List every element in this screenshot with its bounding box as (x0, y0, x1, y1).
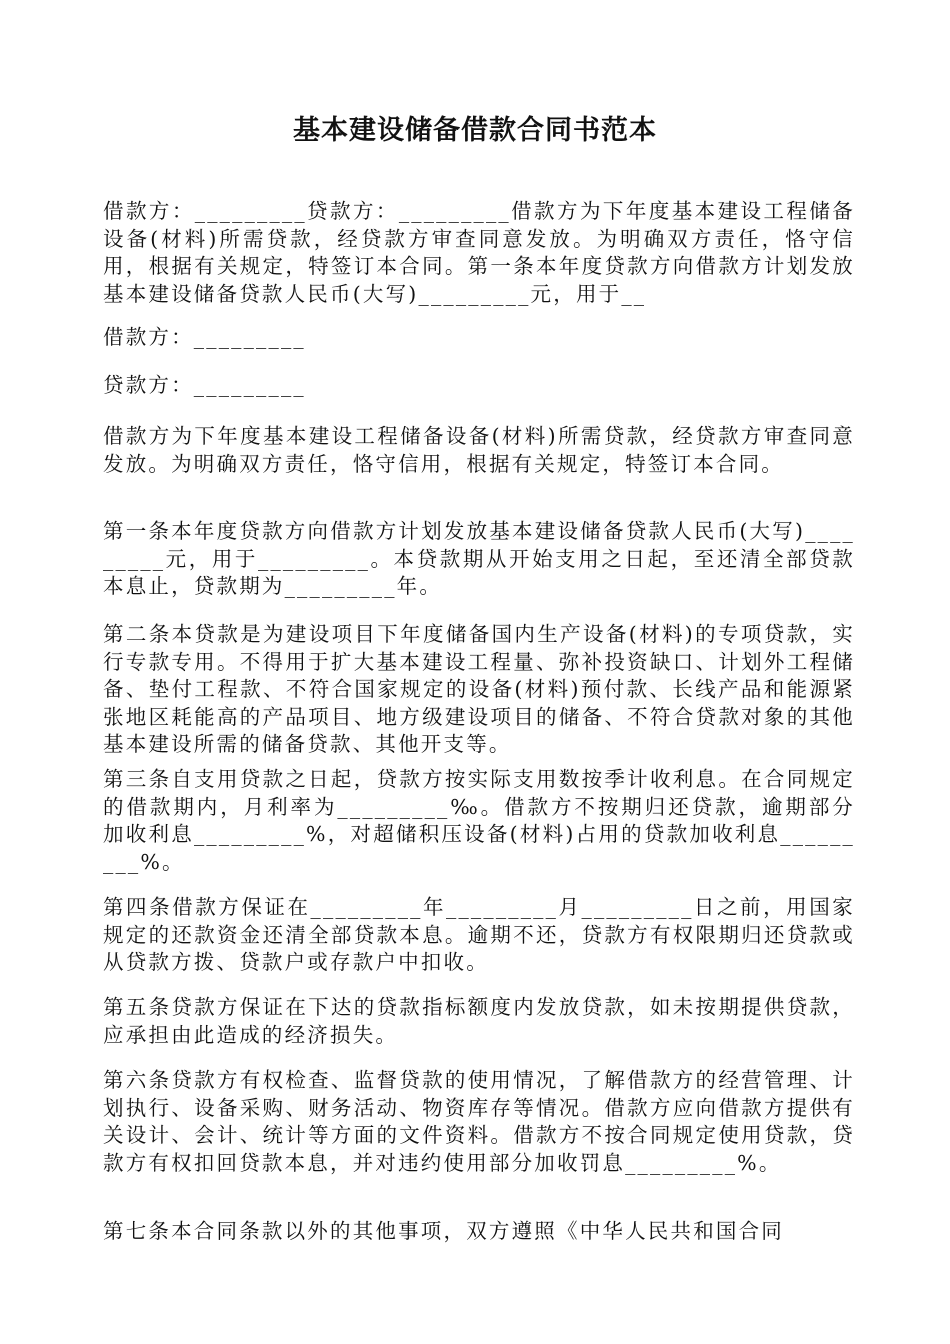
paragraph-article-4: 第四条借款方保证在_________年_________月_________日之前，用国家规定的还款资金还清全部贷款本息。逾期不还，贷款方有权限期归还贷款或从贷款方拨、贷款户或存款户中扣收。 (103, 895, 855, 974)
paragraph-article-2: 第二条本贷款是为建设项目下年度储备国内生产设备(材料)的专项贷款，实行专款专用。不得用于扩大基本建设工程量、弥补投资缺口、计划外工程储备、垫付工程款、不符合国家规定的设备(材料)预付款、长线产品和能源紧张地区耗能高的产品项目、地方级建设项目的储备、不符合贷款对象的其他基本建设所需的储备贷款、其他开支等。 (103, 622, 855, 756)
paragraph-article-1: 第一条本年度贷款方向借款方计划发放基本建设储备贷款人民币(大写)_________元，用于_________。本贷款期从开始支用之日起，至还清全部贷款本息止，贷款期为_________年。 (103, 519, 855, 598)
paragraph-preamble: 借款方为下年度基本建设工程储备设备(材料)所需贷款，经贷款方审查同意发放。为明确双方责任，恪守信用，根据有关规定，特签订本合同。 (103, 424, 855, 476)
paragraph-intro: 借款方：_________贷款方：_________借款方为下年度基本建设工程储备设备(材料)所需贷款，经贷款方审查同意发放。为明确双方责任，恪守信用，根据有关规定，特签订本合同。第一条本年度贷款方向借款方计划发放基本建设储备贷款人民币(大写)_________元，用于__ (103, 199, 855, 306)
paragraph-article-7: 第七条本合同条款以外的其他事项，双方遵照《中华人民共和国合同 (103, 1219, 784, 1243)
paragraph-article-6: 第六条贷款方有权检查、监督贷款的使用情况，了解借款方的经营管理、计划执行、设备采购、财务活动、物资库存等情况。借款方应向借款方提供有关设计、会计、统计等方面的文件资料。借款方不按合同规定使用贷款，贷款方有权扣回贷款本息，并对违约使用部分加收罚息_________%。 (103, 1068, 855, 1175)
paragraph-article-5: 第五条贷款方保证在下达的贷款指标额度内发放贷款，如未按期提供贷款，应承担由此造成的经济损失。 (103, 995, 855, 1047)
paragraph-article-3: 第三条自支用贷款之日起，贷款方按实际支用数按季计收利息。在合同规定的借款期内，月利率为_________‰。借款方不按期归还贷款，逾期部分加收利息_________%，对超储积压设备(材料)占用的贷款加收利息_________%。 (103, 767, 855, 874)
paragraph-lender-line: 贷款方：_________ (103, 373, 306, 397)
paragraph-borrower-line: 借款方：_________ (103, 325, 306, 349)
document-title: 基本建设储备借款合同书范本 (293, 115, 657, 146)
